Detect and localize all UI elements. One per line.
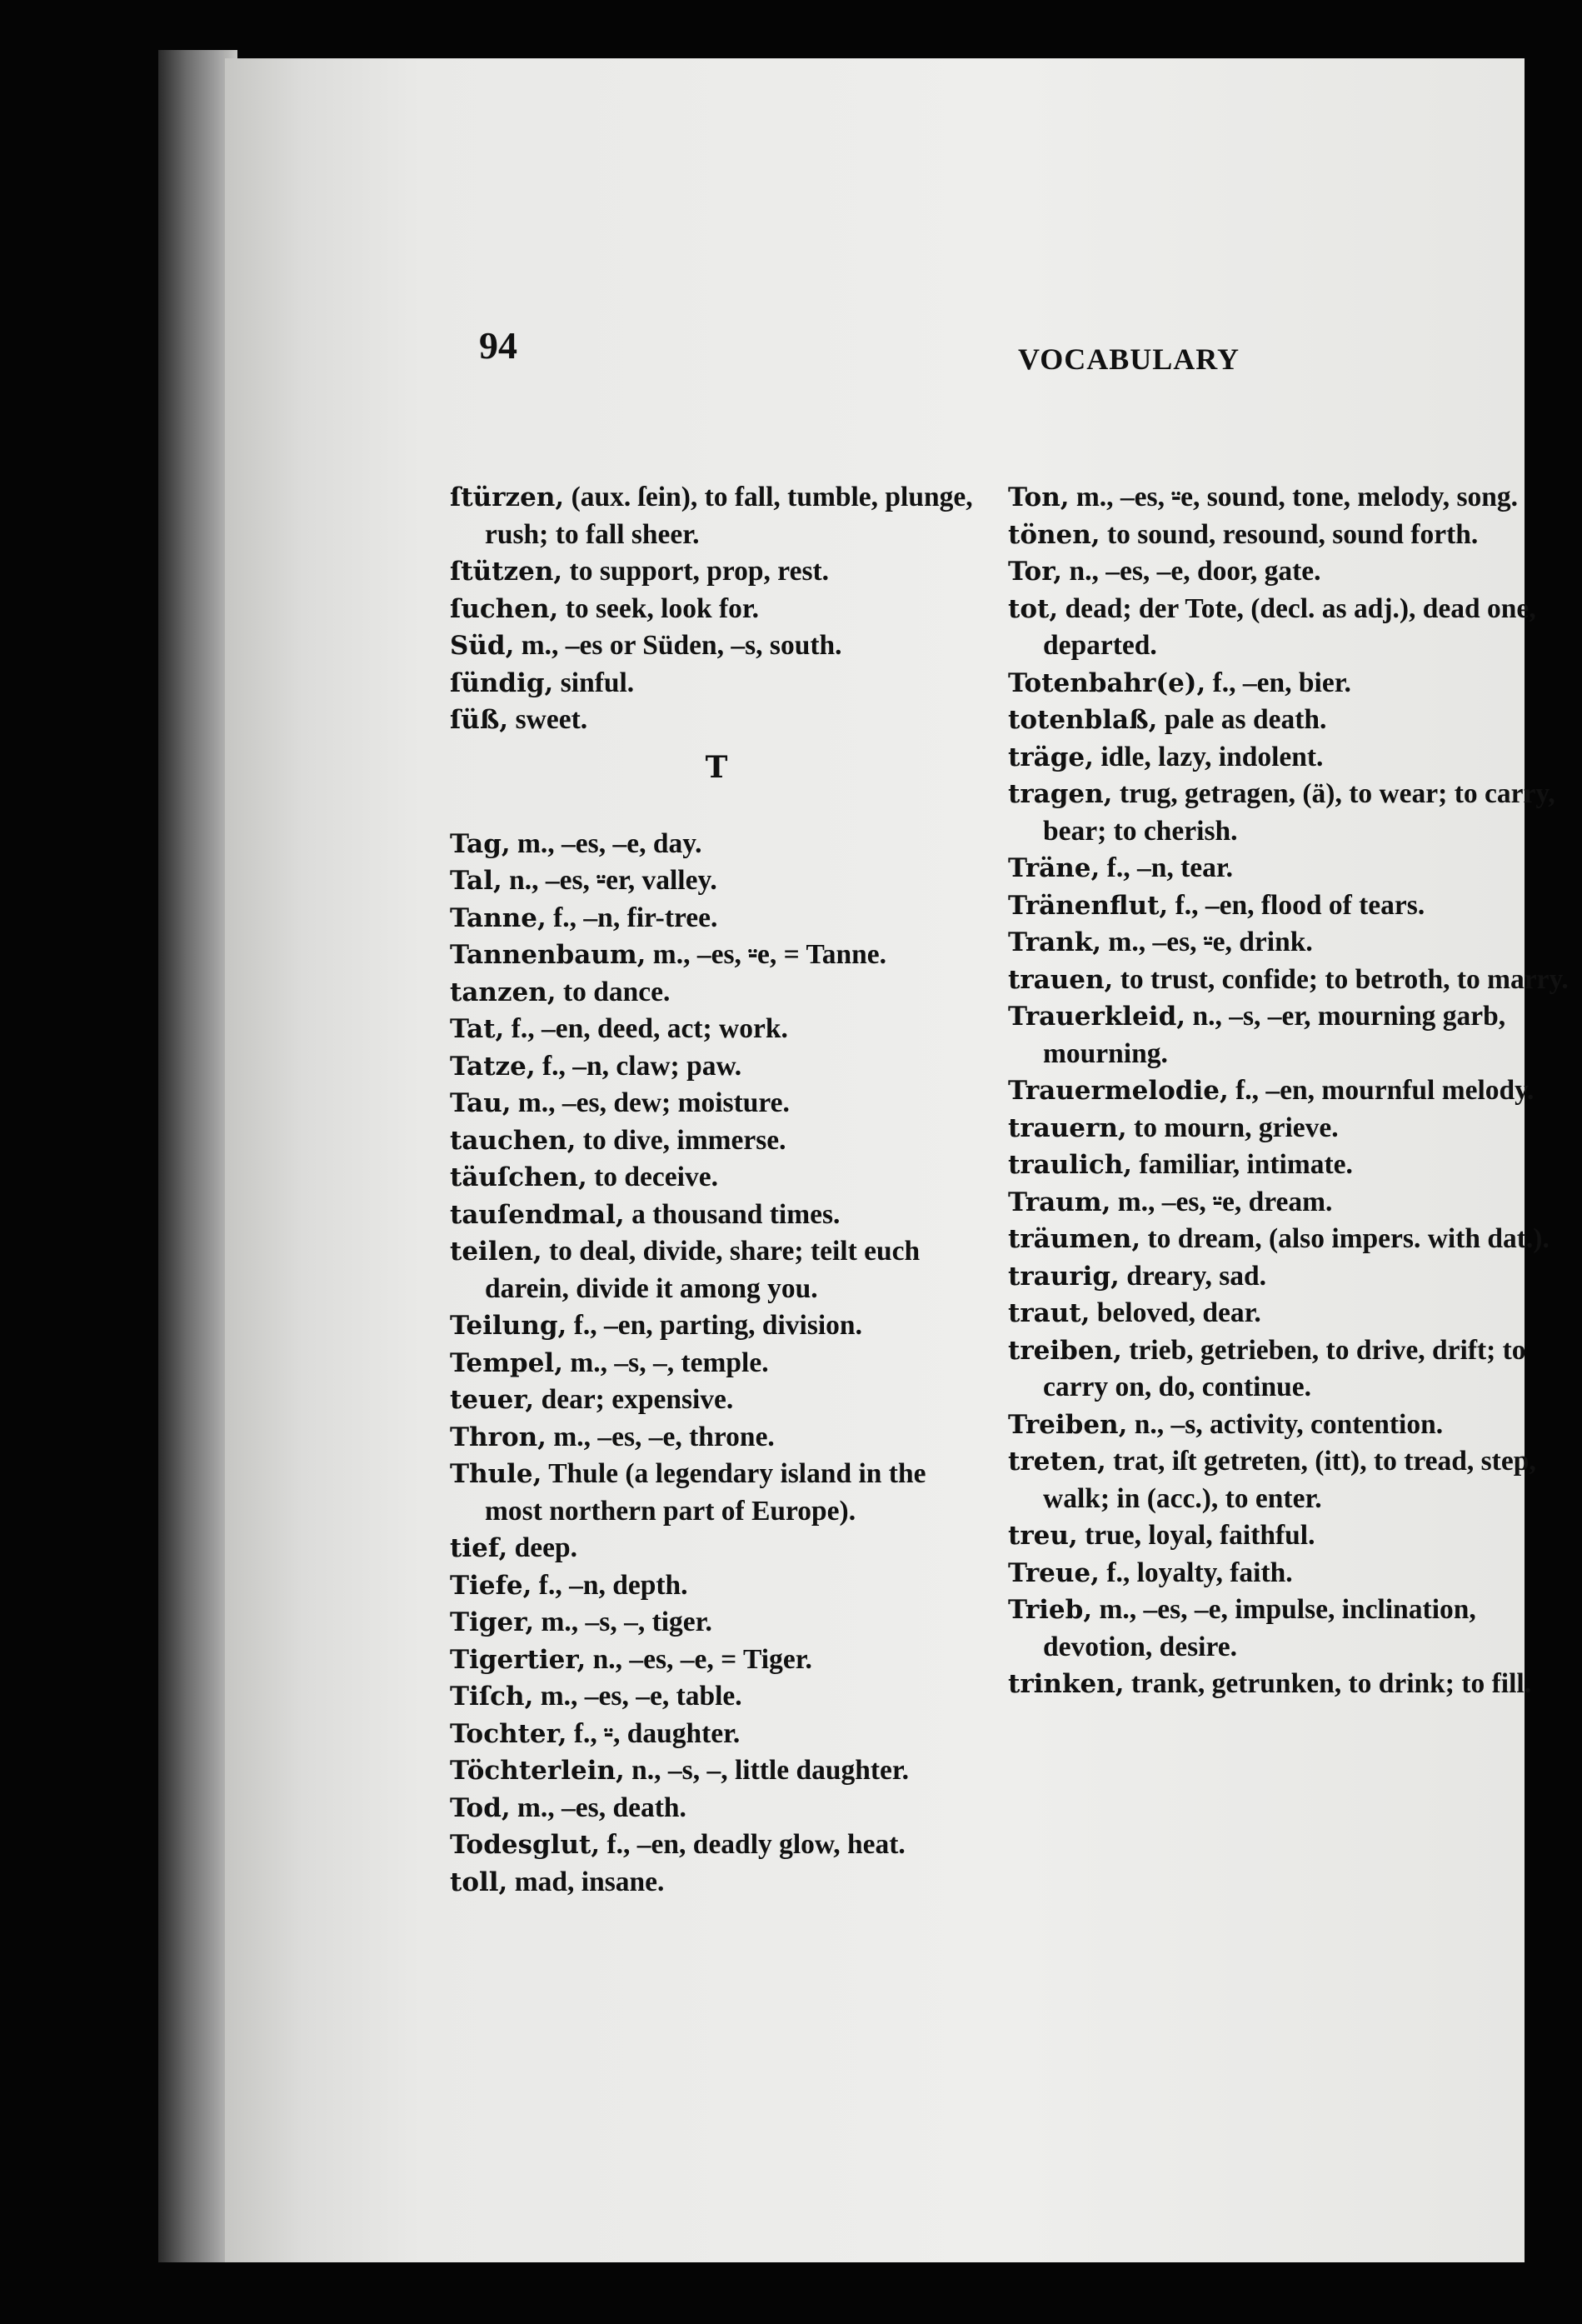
entry-headword: ſtürzen, bbox=[450, 482, 565, 512]
entry-definition: sinful. bbox=[553, 667, 635, 698]
entry-definition: n., –s, –, little daughter. bbox=[624, 1755, 910, 1786]
dictionary-entry bbox=[450, 1716, 983, 1753]
entry-headword: teuer, bbox=[450, 1385, 535, 1415]
entry-headword: Tiſch, bbox=[450, 1682, 534, 1712]
dictionary-entry bbox=[450, 1530, 983, 1567]
entry-headword: Töchterlein, bbox=[450, 1756, 625, 1786]
entry-headword: tot, bbox=[1008, 593, 1059, 624]
entry-headword: Treiben, bbox=[1008, 1409, 1128, 1440]
entry-headword: ſuchen, bbox=[450, 593, 559, 624]
dictionary-entry bbox=[1008, 1332, 1575, 1407]
entry-headword: Tiefe, bbox=[450, 1570, 532, 1601]
entry-headword: Tigertier, bbox=[450, 1644, 586, 1675]
dictionary-entry bbox=[450, 974, 983, 1012]
entry-definition: m., –s, –, tiger. bbox=[534, 1607, 712, 1637]
entry-definition: f., –n, claw; paw. bbox=[535, 1050, 742, 1082]
entry-definition: (aux. ſein), to fall, tumble, plunge, rush; to fall sheer. bbox=[485, 482, 973, 550]
dictionary-entry bbox=[450, 1456, 983, 1530]
entry-headword: trauen, bbox=[1008, 964, 1114, 995]
entry-definition: deep. bbox=[507, 1532, 578, 1563]
entry-definition: to deal, divide, share; teilt euch darein, divide it among you. bbox=[485, 1236, 921, 1304]
entry-definition: to deceive. bbox=[586, 1162, 718, 1192]
entry-headword: Tatze, bbox=[450, 1051, 536, 1082]
entry-headword: Trauermelodie, bbox=[1008, 1076, 1229, 1106]
dictionary-entry bbox=[450, 1159, 983, 1197]
entry-headword: tauchen, bbox=[450, 1125, 576, 1156]
entry-definition: m., –es, dew; moisture. bbox=[511, 1087, 790, 1118]
entry-headword: Trieb, bbox=[1008, 1595, 1093, 1625]
entry-headword: toll, bbox=[450, 1867, 508, 1897]
dictionary-entry bbox=[1008, 702, 1575, 739]
dictionary-entry bbox=[450, 1345, 983, 1382]
dictionary-entry bbox=[450, 937, 983, 974]
dictionary-entry bbox=[450, 665, 983, 702]
dictionary-entry bbox=[450, 702, 983, 739]
entry-definition: f., –en, bier. bbox=[1205, 667, 1351, 698]
entry-headword: tanzen, bbox=[450, 977, 556, 1007]
dictionary-entry bbox=[1008, 1110, 1575, 1147]
entry-definition: trank, getrunken, to drink; to fill. bbox=[1124, 1668, 1532, 1699]
entry-definition: sweet. bbox=[508, 704, 588, 735]
entry-headword: trinken, bbox=[1008, 1669, 1125, 1699]
entry-headword: Tränenflut, bbox=[1008, 890, 1169, 921]
dictionary-entry bbox=[450, 900, 983, 937]
dictionary-entry bbox=[1008, 517, 1575, 554]
entry-definition: true, loyal, faithful. bbox=[1077, 1520, 1315, 1551]
dictionary-entry bbox=[1008, 1258, 1575, 1296]
entry-headword: Tau, bbox=[450, 1088, 512, 1118]
dictionary-entry bbox=[1008, 1221, 1575, 1258]
entry-headword: tauſendmal, bbox=[450, 1199, 625, 1230]
entry-headword: ſündig, bbox=[450, 667, 554, 698]
entry-headword: Tannenbaum, bbox=[450, 940, 646, 970]
entry-definition: dead; der Tote, (decl. as adj.), dead one, departed. bbox=[1043, 592, 1536, 661]
dictionary-entry bbox=[450, 1011, 983, 1048]
running-title: VOCABULARY bbox=[1017, 342, 1240, 376]
entry-definition: m., –es, ⸚e, dream. bbox=[1110, 1186, 1333, 1217]
dictionary-entry bbox=[450, 479, 983, 553]
entry-definition: to trust, confide; to betroth, to marry. bbox=[1113, 963, 1569, 995]
entry-headword: tönen, bbox=[1008, 519, 1100, 550]
entry-definition: trug, getragen, (ä), to wear; to carry, bear; to cherish. bbox=[1043, 778, 1555, 847]
entry-headword: Thule, bbox=[450, 1459, 542, 1489]
entry-headword: Tod, bbox=[450, 1792, 511, 1823]
entry-headword: trauern, bbox=[1008, 1112, 1127, 1143]
entry-headword: Tat, bbox=[450, 1014, 505, 1044]
entry-headword: treiben, bbox=[1008, 1335, 1122, 1366]
entry-definition: f., –en, deed, act; work. bbox=[504, 1013, 788, 1044]
entry-definition: m., –s, –, temple. bbox=[563, 1347, 769, 1378]
entry-headword: Tor, bbox=[1008, 557, 1063, 587]
entry-headword: Tag, bbox=[450, 828, 511, 859]
entry-definition: to sound, resound, sound forth. bbox=[1100, 518, 1479, 550]
entry-definition: f., –n, tear. bbox=[1100, 852, 1234, 883]
dictionary-entry bbox=[1008, 591, 1575, 665]
entry-definition: to dream, (also impers. with dat.). bbox=[1140, 1223, 1550, 1254]
dictionary-entry bbox=[1008, 924, 1575, 962]
entry-definition: to dive, immerse. bbox=[576, 1124, 786, 1156]
entry-definition: f., –en, mournful melody. bbox=[1228, 1075, 1535, 1106]
dictionary-entry bbox=[450, 826, 983, 863]
dictionary-entry bbox=[450, 553, 983, 591]
dictionary-entry bbox=[450, 1085, 983, 1122]
dictionary-entry bbox=[450, 1604, 983, 1642]
entry-headword: täuſchen, bbox=[450, 1162, 587, 1192]
dictionary-entry bbox=[450, 1752, 983, 1790]
dictionary-entry bbox=[450, 591, 983, 628]
entry-headword: Tempel, bbox=[450, 1347, 564, 1378]
dictionary-entry bbox=[450, 627, 983, 665]
entry-definition: n., –es, –e, door, gate. bbox=[1062, 556, 1321, 587]
entry-definition: a thousand times. bbox=[624, 1198, 841, 1230]
book-page bbox=[225, 58, 1569, 2262]
entry-headword: totenblaß, bbox=[1008, 705, 1158, 735]
dictionary-entry bbox=[450, 1678, 983, 1716]
entry-definition: to mourn, grieve. bbox=[1126, 1112, 1339, 1143]
entry-headword: Traum, bbox=[1008, 1187, 1111, 1217]
dictionary-entry bbox=[1008, 776, 1575, 850]
entry-definition: m., –es, ⸚e, drink. bbox=[1101, 927, 1313, 957]
entry-headword: traut, bbox=[1008, 1298, 1090, 1328]
entry-headword: Thron, bbox=[450, 1422, 546, 1452]
entry-definition: to seek, look for. bbox=[558, 592, 760, 624]
letter-heading: T bbox=[705, 749, 728, 785]
entry-definition: trieb, getrieben, to drive, drift; to carry on, do, continue. bbox=[1043, 1334, 1526, 1402]
entry-headword: Trauerkleid, bbox=[1008, 1002, 1186, 1032]
dictionary-entry bbox=[1008, 1443, 1575, 1517]
entry-headword: tief, bbox=[450, 1533, 508, 1563]
dictionary-entry bbox=[1008, 887, 1575, 925]
entry-headword: Trank, bbox=[1008, 927, 1102, 957]
dictionary-entry bbox=[450, 862, 983, 900]
dictionary-entry bbox=[450, 1864, 983, 1902]
dictionary-entry bbox=[1008, 962, 1575, 999]
dictionary-entry bbox=[450, 1790, 983, 1827]
dictionary-entry bbox=[450, 1197, 983, 1234]
entry-definition: trat, iſt getreten, (itt), to tread, step, walk; in (acc.), to enter. bbox=[1043, 1446, 1536, 1514]
dictionary-entry bbox=[1008, 1072, 1575, 1110]
dictionary-entry bbox=[1008, 1184, 1575, 1222]
dictionary-entry bbox=[1008, 739, 1575, 777]
entry-definition: idle, lazy, indolent. bbox=[1093, 741, 1324, 772]
entry-definition: n., –es, ⸚er, valley. bbox=[502, 865, 717, 896]
entry-definition: m., –es, ⸚e, = Tanne. bbox=[646, 939, 887, 970]
entry-definition: f., –en, parting, division. bbox=[566, 1310, 862, 1341]
entry-headword: Ton, bbox=[1008, 482, 1070, 512]
entry-definition: n., –s, –er, mourning garb, mourning. bbox=[1043, 1001, 1506, 1069]
entry-headword: träumen, bbox=[1008, 1224, 1141, 1254]
dictionary-entry bbox=[450, 1307, 983, 1345]
entry-definition: m., –es, –e, throne. bbox=[546, 1421, 775, 1452]
dictionary-entry bbox=[450, 1827, 983, 1864]
entry-definition: m., –es, death. bbox=[510, 1792, 686, 1823]
dictionary-entry bbox=[1008, 1666, 1575, 1703]
column-left bbox=[450, 479, 983, 1901]
entry-definition: Thule (a legendary island in the most northern part of Europe). bbox=[485, 1458, 926, 1527]
entry-definition: f., loyalty, faith. bbox=[1099, 1557, 1293, 1588]
entry-definition: dreary, sad. bbox=[1119, 1260, 1267, 1292]
entry-headword: traulich, bbox=[1008, 1150, 1133, 1180]
entry-definition: dear; expensive. bbox=[534, 1384, 734, 1415]
entry-definition: f., –en, flood of tears. bbox=[1168, 889, 1425, 921]
dictionary-entry bbox=[1008, 1147, 1575, 1184]
entry-definition: f., –en, deadly glow, heat. bbox=[600, 1829, 906, 1860]
dictionary-entry bbox=[1008, 1295, 1575, 1332]
page-number: 94 bbox=[479, 324, 517, 367]
entry-definition: m., –es, –e, impulse, inclination, devotion, desire. bbox=[1043, 1594, 1476, 1662]
dictionary-entry bbox=[1008, 665, 1575, 702]
dictionary-entry bbox=[450, 1382, 983, 1419]
dictionary-entry bbox=[450, 1567, 983, 1605]
dictionary-entry bbox=[450, 1122, 983, 1160]
entry-definition: m., –es, –e, table. bbox=[533, 1681, 742, 1712]
entry-definition: m., –es, ⸚e, sound, tone, melody, song. bbox=[1069, 482, 1518, 512]
entry-definition: n., –s, activity, contention. bbox=[1127, 1408, 1444, 1440]
dictionary-entry bbox=[1008, 1407, 1575, 1444]
entry-headword: Süd, bbox=[450, 631, 515, 661]
entry-headword: Teilung, bbox=[450, 1311, 567, 1341]
entry-definition: m., –es or Süden, –s, south. bbox=[514, 630, 842, 661]
entry-definition: f., –n, fir-tree. bbox=[546, 902, 718, 933]
entry-definition: n., –es, –e, = Tiger. bbox=[586, 1643, 812, 1675]
entry-headword: tragen, bbox=[1008, 779, 1113, 809]
dictionary-entry bbox=[450, 1048, 983, 1086]
dictionary-entry bbox=[450, 1642, 983, 1679]
entry-headword: ſüß, bbox=[450, 705, 509, 735]
entry-definition: beloved, dear. bbox=[1090, 1297, 1261, 1328]
entry-headword: treten, bbox=[1008, 1447, 1106, 1477]
entry-headword: Totenbahr(e), bbox=[1008, 667, 1206, 698]
entry-headword: Tal, bbox=[450, 866, 502, 896]
dictionary-entry bbox=[1008, 1592, 1575, 1666]
entry-definition: mad, insane. bbox=[507, 1866, 665, 1897]
dictionary-entry bbox=[1008, 998, 1575, 1072]
entry-headword: treu, bbox=[1008, 1521, 1078, 1551]
entry-definition: familiar, intimate. bbox=[1132, 1149, 1353, 1180]
entry-definition: to dance. bbox=[556, 976, 671, 1007]
entry-definition: f., –n, depth. bbox=[531, 1569, 688, 1601]
entry-definition: to support, prop, rest. bbox=[562, 556, 830, 587]
entry-definition: pale as death. bbox=[1157, 704, 1327, 735]
entry-definition: m., –es, –e, day. bbox=[510, 827, 702, 859]
entry-headword: träge, bbox=[1008, 742, 1094, 772]
entry-headword: Todesglut, bbox=[450, 1830, 601, 1860]
entry-headword: Tiger, bbox=[450, 1607, 535, 1637]
dictionary-entry bbox=[450, 1233, 983, 1307]
entry-headword: traurig, bbox=[1008, 1261, 1120, 1292]
dictionary-entry bbox=[1008, 850, 1575, 887]
dictionary-entry bbox=[1008, 1517, 1575, 1555]
dictionary-entry bbox=[1008, 553, 1575, 591]
entry-headword: Treue, bbox=[1008, 1557, 1100, 1588]
entry-headword: ſtützen, bbox=[450, 557, 563, 587]
column-right bbox=[1008, 479, 1575, 1703]
entry-headword: Tanne, bbox=[450, 902, 546, 933]
entry-definition: f., ⸚, daughter. bbox=[566, 1717, 741, 1749]
entry-headword: Tochter, bbox=[450, 1718, 567, 1749]
dictionary-entry bbox=[450, 1419, 983, 1457]
dictionary-entry bbox=[1008, 479, 1575, 517]
dictionary-entry bbox=[1008, 1555, 1575, 1592]
entry-headword: teilen, bbox=[450, 1237, 542, 1267]
entry-headword: Träne, bbox=[1008, 853, 1100, 883]
